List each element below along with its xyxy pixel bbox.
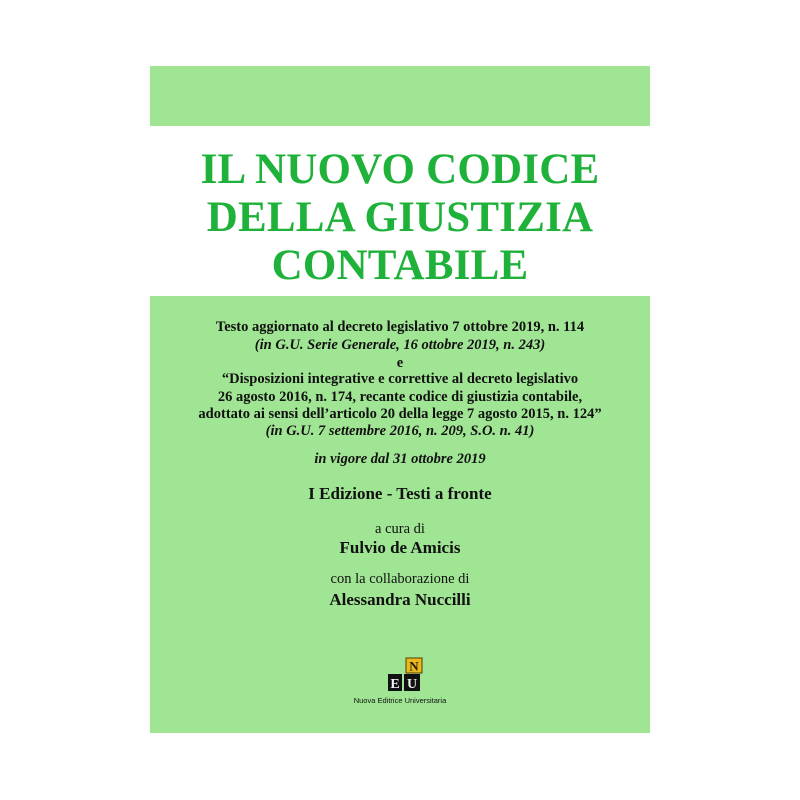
description-line-1: Testo aggiornato al decreto legislativo 7 ottobre 2019, n. 114 — [215, 319, 585, 335]
description-line-3: e — [396, 355, 404, 371]
publisher-logo — [380, 657, 424, 693]
publisher-name: Nuova Editrice Universitaria — [353, 696, 447, 705]
logo-letter-e: E — [390, 677, 400, 692]
description-line-7: (in G.U. 7 settembre 2016, n. 209, S.O. n. 41) — [265, 423, 535, 439]
title-line-3: CONTABILE — [271, 242, 529, 289]
description-line-2: (in G.U. Serie Generale, 16 ottobre 2019, n. 243) — [254, 337, 546, 353]
book-cover — [150, 66, 650, 733]
effective-date: in vigore dal 31 ottobre 2019 — [314, 451, 486, 467]
description-line-4: “Disposizioni integrative e correttive al decreto legislativo — [221, 371, 579, 387]
curator-name: Fulvio de Amicis — [339, 538, 461, 557]
description-line-5: 26 agosto 2016, n. 174, recante codice di giustizia contabile, — [217, 389, 583, 405]
curated-by-label: a cura di — [375, 521, 425, 537]
description-line-6: adottato ai sensi dell’articolo 20 della legge 7 agosto 2015, n. 124” — [198, 406, 602, 422]
title-line-1: IL NUOVO CODICE — [200, 146, 600, 193]
logo-letter-n: N — [409, 658, 419, 674]
collaborator-name: Alessandra Nuccilli — [329, 590, 471, 609]
edition: I Edizione - Testi a fronte — [308, 484, 492, 503]
title-line-2: DELLA GIUSTIZIA — [206, 194, 594, 241]
logo-letter-u: U — [406, 677, 418, 692]
collaboration-label: con la collaborazione di — [330, 571, 470, 587]
